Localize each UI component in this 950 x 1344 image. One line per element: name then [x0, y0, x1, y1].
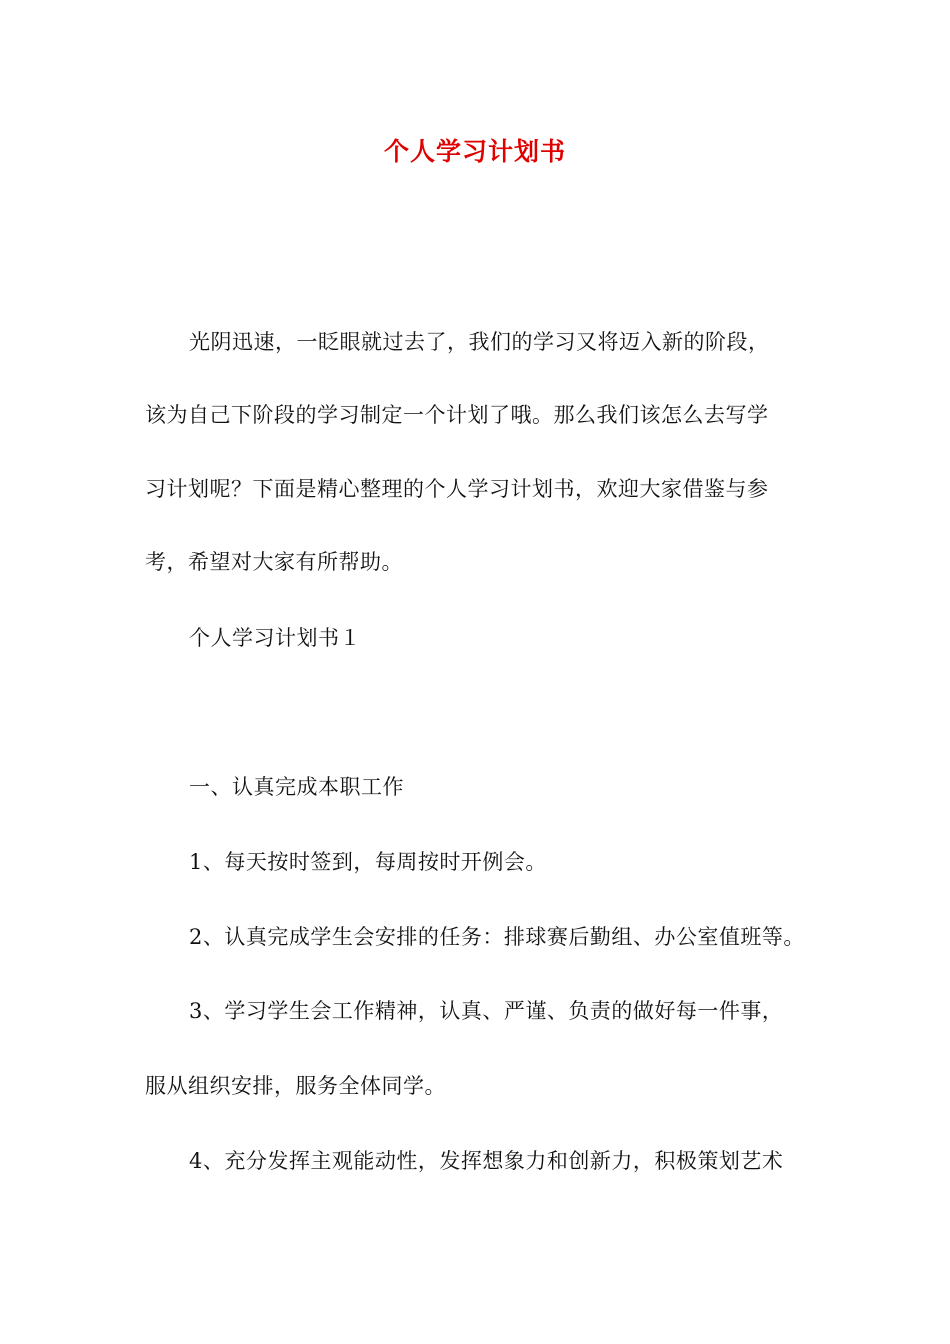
list-item: 2、认真完成学生会安排的任务：排球赛后勤组、办公室值班等。 [189, 925, 805, 949]
section-heading: 一、认真完成本职工作 [189, 775, 404, 799]
list-item-continuation: 服从组织安排，服务全体同学。 [145, 1074, 446, 1098]
paragraph-line: 习计划呢？下面是精心整理的个人学习计划书，欢迎大家借鉴与参 [145, 477, 769, 501]
list-item: 4、充分发挥主观能动性，发挥想象力和创新力，积极策划艺术 [189, 1149, 784, 1173]
list-item: 1、每天按时签到，每周按时开例会。 [189, 850, 547, 874]
list-item: 3、学习学生会工作精神，认真、严谨、负责的做好每一件事， [189, 999, 784, 1023]
paragraph-line: 考，希望对大家有所帮助。 [145, 550, 403, 574]
document-title: 个人学习计划书 [383, 137, 566, 166]
paragraph-line: 光阴迅速，一眨眼就过去了，我们的学习又将迈入新的阶段， [189, 330, 770, 354]
section-heading: 个人学习计划书１ [189, 626, 361, 650]
paragraph-line: 该为自己下阶段的学习制定一个计划了哦。那么我们该怎么去写学 [145, 403, 769, 427]
